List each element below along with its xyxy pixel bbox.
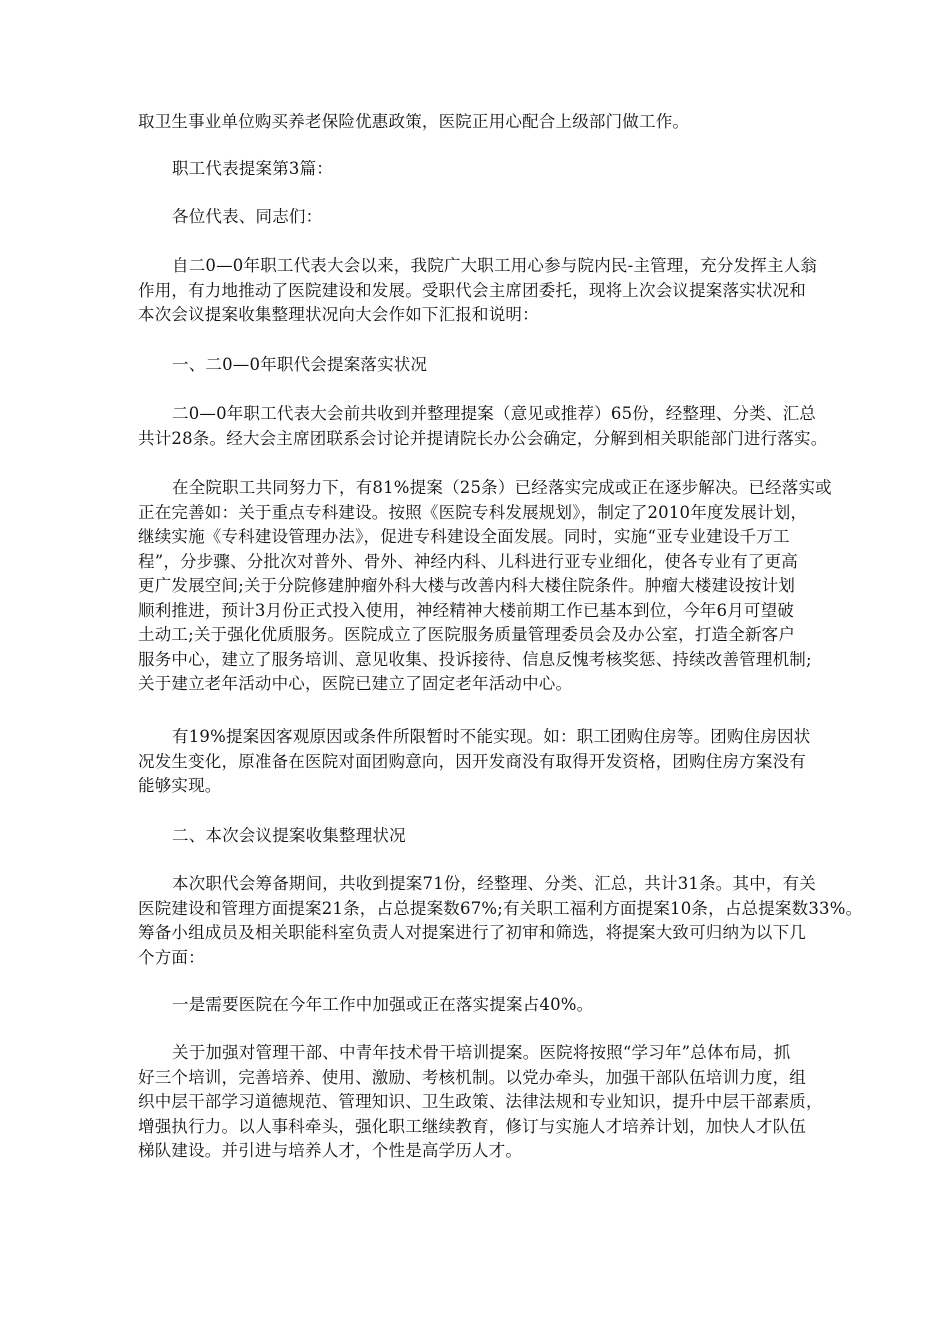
text-line: 医院建设和管理方面提案21条，占总提案数67%;有关职工福利方面提案10条，占总提案数33%。 <box>138 898 863 918</box>
salutation <box>138 205 862 230</box>
section-heading <box>138 353 862 378</box>
text-line: 有19%提案因客观原因或条件所限暂时不能实现。如：职工团购住房等。团购住房因状 <box>172 727 811 746</box>
text-line: 继续实施《专科建设管理办法》，促进专科建设全面发展。同时，实施“亚专业建设千万工 <box>138 527 790 546</box>
text-line: 好三个培训，完善培养、使用、激励、考核机制。以党办牵头，加强干部队伍培训力度，组 <box>138 1067 806 1087</box>
text-line: 各位代表、同志们： <box>172 207 323 226</box>
text-line: 况发生变化，原准备在医院对面团购意向，因开发商没有取得开发资格，团购住房方案没有 <box>138 751 806 771</box>
text-line: 服务中心，建立了服务培训、意见收集、投诉接待、信息反愧考核奖惩、持续改善管理机制; <box>138 649 812 669</box>
paragraph <box>138 402 828 451</box>
text-line: 更广发展空间;关于分院修建肿瘤外科大楼与改善内科大楼住院条件。肿瘤大楼建设按计划 <box>138 576 796 595</box>
paragraph <box>138 110 828 135</box>
text-line: 作用，有力地推动了医院建设和发展。受职代会主席团委托，现将上次会议提案落实状况和 <box>138 280 806 300</box>
text-line: 在全院职工共同努力下，有81%提案（25条）已经落实完成或正在逐步解决。已经落实或 <box>172 478 832 497</box>
text-line: 一是需要医院在今年工作中加强或正在落实提案占40%。 <box>172 995 594 1014</box>
text-line: 一、二0—0年职代会提案落实状况 <box>172 355 428 374</box>
text-line: 关于加强对管理干部、中青年技术骨干培训提案。医院将按照“学习年”总体布局，抓 <box>172 1043 791 1062</box>
text-line: 二0—0年职工代表大会前共收到并整理提案（意见或推荐）65份，经整理、分类、汇总 <box>172 404 816 423</box>
text-line: 织中层干部学习道德规范、管理知识、卫生政策、法律法规和专业知识，提升中层干部素质， <box>138 1092 823 1111</box>
paragraph <box>138 1041 828 1164</box>
text-line: 程”，分步骤、分批次对普外、骨外、神经内科、儿科进行亚专业细化，使各专业有了更高 <box>138 551 798 571</box>
paragraph <box>138 476 832 697</box>
text-line: 个方面： <box>138 947 205 967</box>
section-title <box>138 157 862 182</box>
text-line: 本次会议提案收集整理状况向大会作如下汇报和说明： <box>138 305 539 324</box>
text-line: 顺利推进，预计3月份正式投入使用，神经精神大楼前期工作已基本到位，今年6月可望破 <box>138 600 794 620</box>
paragraph <box>138 725 828 799</box>
paragraph <box>138 254 828 328</box>
text-line: 职工代表提案第3篇： <box>172 159 333 178</box>
text-line: 关于建立老年活动中心，医院已建立了固定老年活动中心。 <box>138 674 573 693</box>
text-line: 取卫生事业单位购买养老保险优惠政策，医院正用心配合上级部门做工作。 <box>138 112 690 131</box>
text-line: 共计28条。经大会主席团联系会讨论并提请院长办公会确定，分解到相关职能部门进行落实。 <box>138 428 828 448</box>
text-line: 正在完善如：关于重点专科建设。按照《医院专科发展规划》，制定了2010年度发展计划， <box>138 502 808 522</box>
paragraph <box>138 993 862 1018</box>
text-line: 能够实现。 <box>138 776 222 795</box>
text-line: 筹备小组成员及相关职能科室负责人对提案进行了初审和筛选，将提案大致可归纳为以下几 <box>138 923 806 942</box>
section-heading <box>138 824 862 849</box>
text-line: 梯队建设。并引进与培养人才，个性是高学历人才。 <box>138 1141 523 1160</box>
paragraph <box>138 872 863 970</box>
text-line: 增强执行力。以人事科牵头，强化职工继续教育，修订与实施人才培养计划，加快人才队伍 <box>138 1116 806 1136</box>
text-line: 本次职代会筹备期间，共收到提案71份，经整理、分类、汇总，共计31条。其中，有关 <box>172 874 816 893</box>
text-line: 土动工;关于强化优质服务。医院成立了医院服务质量管理委员会及办公室，打造全新客户 <box>138 625 796 644</box>
text-line: 二、本次会议提案收集整理状况 <box>172 826 406 845</box>
text-line: 自二0—0年职工代表大会以来，我院广大职工用心参与院内民-主管理，充分发挥主人翁 <box>172 256 818 275</box>
